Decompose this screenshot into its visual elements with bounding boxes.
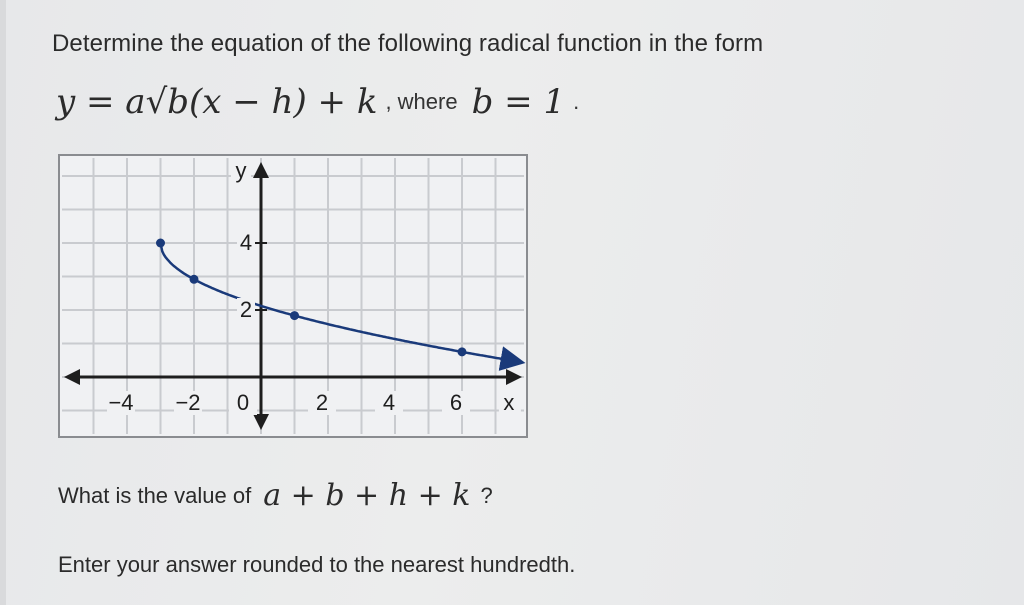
x-tick-label: −4	[108, 389, 134, 415]
y-tick-label: 4	[239, 229, 253, 255]
x-tick-label: −2	[175, 389, 201, 415]
prompt-text: Determine the equation of the following radical function in the form	[52, 30, 764, 57]
x-axis-right-arrow	[506, 369, 522, 385]
question-suffix: ?	[480, 482, 493, 508]
curve-point	[290, 311, 299, 320]
x-tick-label: 4	[382, 389, 396, 415]
question-prefix: What is the value of	[58, 482, 252, 508]
graph-canvas	[60, 156, 526, 436]
curve-point	[190, 275, 199, 284]
y-axis-up-arrow	[253, 162, 269, 178]
x-tick-label: 0	[236, 389, 250, 415]
graph	[58, 154, 528, 438]
left-edge-strip	[0, 0, 6, 605]
x-tick-label: 6	[449, 389, 463, 415]
condition-formula: b = 1	[471, 82, 566, 122]
y-axis-label: y	[235, 157, 247, 183]
y-tick-label: 2	[239, 296, 253, 322]
curve-point	[156, 239, 165, 248]
x-tick-label: 2	[315, 389, 329, 415]
question-expression: a + b + h + k	[263, 478, 471, 513]
curve-point	[458, 347, 467, 356]
question-line	[58, 478, 493, 513]
period: .	[573, 89, 580, 114]
x-axis-left-arrow	[64, 369, 80, 385]
y-axis-down-arrow	[253, 414, 269, 430]
where-text: , where	[385, 89, 458, 114]
x-axis-label: x	[503, 389, 515, 415]
radical-formula: y = a√b(x − h) + k	[56, 82, 378, 122]
answer-instruction: Enter your answer rounded to the nearest hundredth.	[58, 552, 576, 577]
formula-line	[56, 80, 579, 124]
